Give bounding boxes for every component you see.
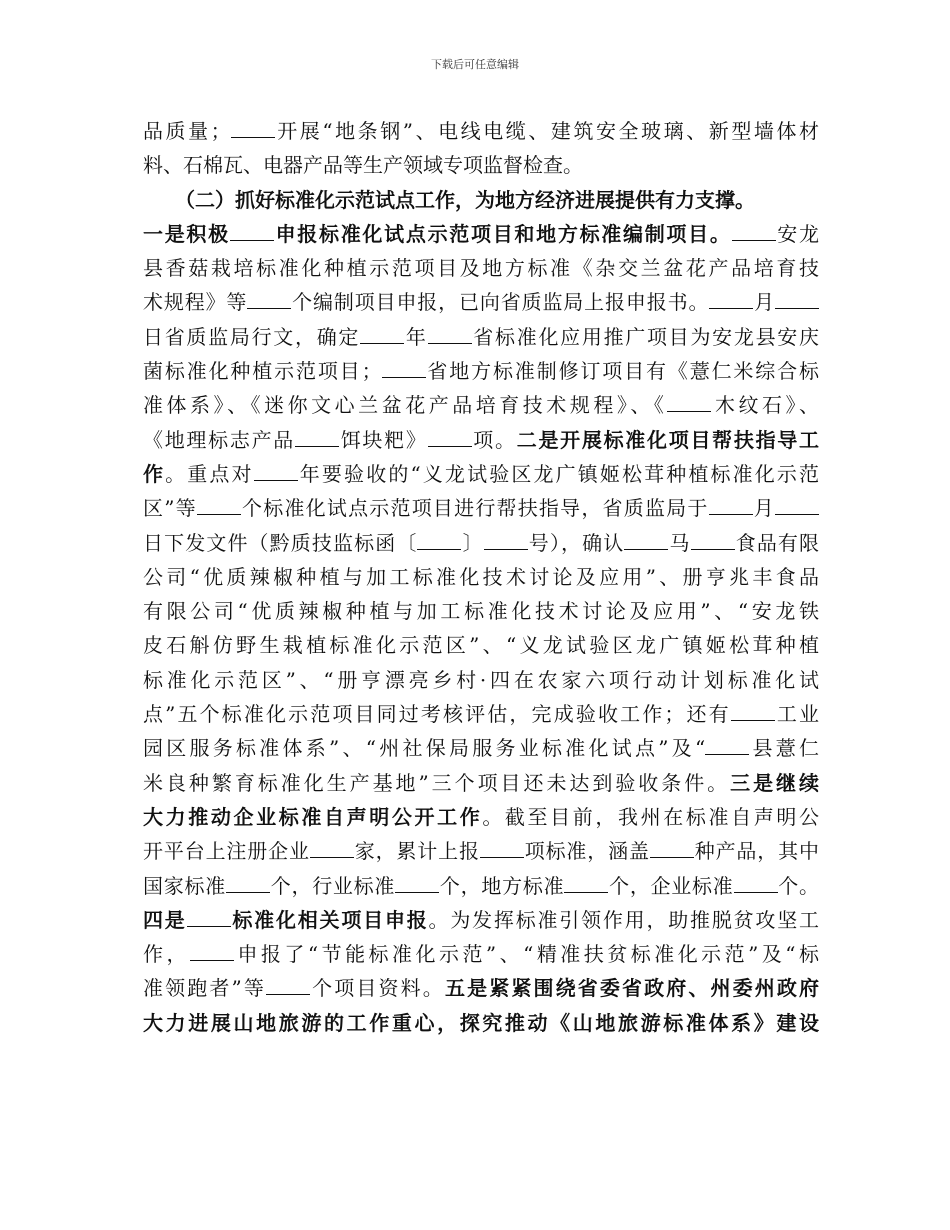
blank-underline [360, 325, 404, 344]
blank-underline [709, 496, 753, 515]
text-segment: 省地方标准制修订项目有《薏仁米综合标 [425, 359, 820, 384]
text-segment: 申报了“节能标准化示范”、“精准扶贫标准化示范”及“标 [233, 942, 820, 967]
text-segment: 年 [404, 324, 428, 349]
text-segment: 。重点对 [165, 461, 254, 486]
text-line [143, 320, 819, 354]
blank-underline [190, 942, 234, 961]
bold-text: 四是 [143, 907, 187, 932]
text-segment: 家，累计上报 [353, 839, 480, 864]
text-line [143, 217, 819, 251]
blank-underline [734, 874, 778, 893]
text-line [143, 114, 819, 148]
blank-underline [667, 393, 711, 412]
text-segment: 〕 [461, 530, 484, 555]
bold-text: 申报标准化试点示范项目和地方标准编制项目。 [273, 221, 732, 246]
blank-underline [310, 839, 354, 858]
text-segment: 准体系》、《迷你文心兰盆花产品培育技术规程》、《 [143, 393, 668, 418]
text-line [143, 388, 819, 422]
text-segment: 园区服务标准体系”、“州社保局服务业标准化试点”及“ [143, 736, 706, 761]
text-line [143, 903, 819, 937]
text-line [143, 148, 819, 182]
blank-underline [624, 531, 668, 550]
bold-text: 二是开展标准化项目帮扶指导工 [516, 427, 820, 452]
text-segment: 日下发文件（黔质技监标函〔 [143, 530, 418, 555]
blank-underline [428, 325, 472, 344]
text-segment: 县香菇栽培标准化种植示范项目及地方标准《杂交兰盆花产品培育技 [143, 256, 819, 281]
text-segment: 米良种繁育标准化生产基地”三个项目还未达到验收条件。 [143, 770, 731, 795]
page-header: 下载后可任意编辑 [431, 58, 519, 71]
blank-underline [691, 531, 735, 550]
blank-underline [226, 874, 270, 893]
text-line [143, 183, 819, 217]
bold-text: 作 [143, 461, 166, 486]
blank-underline [709, 290, 753, 309]
text-line [143, 526, 819, 560]
text-segment: 开平台上注册企业 [143, 839, 310, 864]
text-line [143, 800, 819, 834]
text-segment: 个项目资料。 [310, 976, 445, 1001]
blank-underline [417, 531, 461, 550]
text-segment: 号），确认 [527, 530, 625, 555]
document-body [143, 114, 819, 1040]
blank-underline [480, 839, 524, 858]
blank-underline [731, 702, 775, 721]
text-segment: 安龙 [775, 221, 820, 246]
text-segment: 术规程》等 [143, 290, 248, 315]
blank-underline [197, 496, 241, 515]
text-segment: 县薏仁 [749, 736, 819, 761]
text-segment: 项标准，涵盖 [523, 839, 650, 864]
text-segment: 国家标准 [143, 873, 226, 898]
text-segment: 区”等 [143, 496, 197, 521]
bold-text: 大力进展山地旅游的工作重心，探究推动《山地旅游标准体系》建设 [143, 1010, 819, 1035]
text-segment: 项。 [471, 427, 517, 452]
text-segment: 皮石斛仿野生栽植标准化示范区”、“义龙试验区龙广镇姬松茸种植 [143, 633, 819, 658]
text-segment: 开展“地条钢”、电线电缆、建筑安全玻璃、新型墙体材 [274, 119, 820, 143]
blank-underline [395, 874, 439, 893]
text-line [143, 560, 819, 594]
text-segment: 个。 [777, 873, 820, 898]
text-line [143, 971, 819, 1005]
text-line [143, 423, 819, 457]
blank-underline [775, 290, 819, 309]
text-segment: 个，企业标准 [608, 873, 734, 898]
text-segment: 省标准化应用推广项目为安龙县安庆 [471, 324, 820, 349]
bold-text: 五是紧紧围绕省委省政府、州委州政府 [444, 976, 820, 1001]
blank-underline [428, 428, 472, 447]
blank-underline [247, 290, 291, 309]
text-segment: 个标准化试点示范项目进行帮扶指导，省质监局于 [240, 496, 709, 521]
bold-text: 标准化相关项目申报 [230, 907, 429, 932]
text-segment: 。截至目前，我州在标准自声明公 [482, 804, 820, 829]
blank-underline [705, 736, 749, 755]
bold-text: 一是积极 [143, 221, 230, 246]
text-segment: 点”五个标准化示范项目同过考核评估，完成验收工作；还有 [143, 702, 731, 727]
text-segment: 品质量； [143, 119, 231, 143]
text-line [143, 354, 819, 388]
text-line [143, 869, 819, 903]
text-line [143, 937, 819, 971]
text-segment: 有限公司“优质辣椒种植与加工标准化技术讨论及应用”、“安龙铁 [143, 599, 819, 624]
blank-underline [382, 359, 426, 378]
blank-underline [650, 839, 694, 858]
text-segment: 个编制项目申报，已向省质监局上报申报书。 [291, 290, 710, 315]
text-line [143, 731, 819, 765]
text-segment: 马 [668, 530, 691, 555]
bold-text: 大力推动企业标准自声明公开工作 [143, 804, 483, 829]
bold-text: 三是继续 [730, 770, 819, 795]
text-segment: 工业 [774, 702, 819, 727]
text-line [143, 491, 819, 525]
text-segment: 个，地方标准 [439, 873, 565, 898]
blank-underline [775, 496, 819, 515]
blank-underline [564, 874, 608, 893]
blank-underline [732, 222, 776, 241]
text-line [143, 457, 819, 491]
text-segment: 料、石棉瓦、电器产品等生产领域专项监督检查。 [143, 153, 583, 178]
text-segment: 种产品，其中 [693, 839, 820, 864]
text-line [143, 251, 819, 285]
text-segment: 准领跑者”等 [143, 976, 267, 1001]
blank-underline [254, 462, 298, 481]
blank-underline [187, 908, 231, 927]
text-segment: 菌标准化种植示范项目； [143, 359, 382, 384]
text-segment: 月 [753, 290, 776, 315]
text-line [143, 594, 819, 628]
text-segment: 月 [752, 496, 776, 521]
text-segment: 年要验收的“义龙试验区龙广镇姬松茸种植标准化示范 [297, 461, 820, 486]
text-segment: 《地理标志产品 [143, 427, 295, 452]
blank-underline [295, 428, 339, 447]
text-line [143, 1006, 819, 1040]
text-line [143, 663, 819, 697]
text-line [143, 766, 819, 800]
blank-underline [231, 119, 275, 138]
text-line [143, 628, 819, 662]
text-segment: 。为发挥标准引领作用，助推脱贫攻坚工 [428, 907, 820, 932]
text-segment: 日省质监局行文，确定 [143, 324, 361, 349]
text-line [143, 285, 819, 319]
text-line [143, 834, 819, 868]
text-segment: 个，行业标准 [269, 873, 396, 898]
blank-underline [484, 531, 528, 550]
text-segment: 饵块粑》 [339, 427, 428, 452]
blank-underline [230, 222, 274, 241]
text-segment: 公司“优质辣椒种植与加工标准化技术讨论及应用”、册亨兆丰食品 [143, 564, 819, 589]
text-segment: 作， [143, 942, 190, 967]
blank-underline [266, 976, 310, 995]
text-segment: 木纹石》、 [711, 393, 820, 418]
bold-text: （二）抓好标准化示范试点工作，为地方经济进展提供有力支撑。 [175, 187, 755, 212]
text-segment: 标准化示范区”、“册亨漂亮乡村·四在农家六项行动计划标准化试 [143, 667, 819, 692]
text-line [143, 697, 819, 731]
text-segment: 食品有限 [734, 530, 820, 555]
